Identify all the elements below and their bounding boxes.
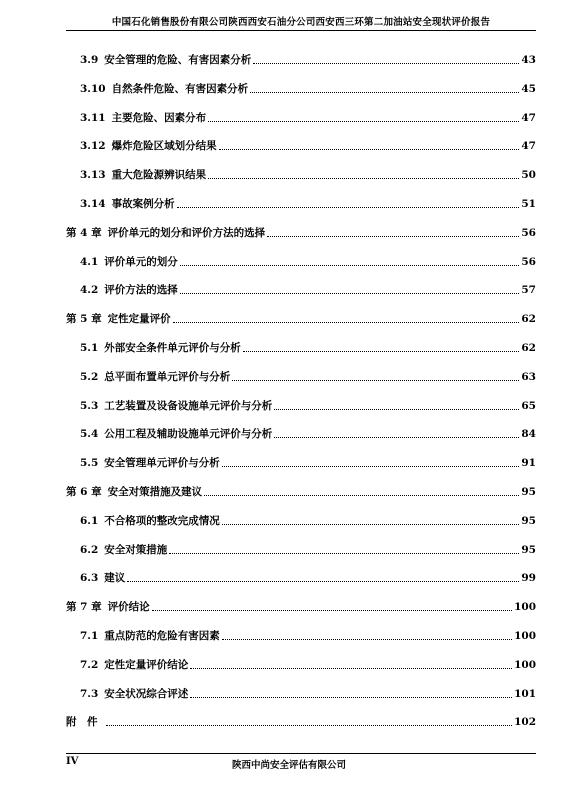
toc-entry-number: 3.12	[80, 140, 106, 153]
toc-entry-title: 公用工程及辅助设施单元评价与分析	[104, 428, 273, 441]
toc-dot-leader	[253, 63, 519, 64]
toc-entry-number: 4.2	[80, 284, 99, 297]
toc-entry-title: 建议	[104, 572, 126, 585]
toc-entry-number: 第 6 章	[66, 486, 102, 498]
toc-section-entry[interactable]	[66, 628, 536, 644]
toc-entry-title: 总平面布置单元评价与分析	[104, 370, 231, 383]
toc-entry-number: 第 5 章	[66, 313, 102, 326]
toc-dot-leader	[222, 524, 520, 525]
toc-dot-leader	[208, 121, 519, 122]
toc-section-entry[interactable]	[66, 455, 536, 471]
toc-entry-page: 62	[521, 313, 536, 326]
toc-entry-number: 3.11	[80, 111, 106, 124]
toc-entry-page: 95	[521, 514, 536, 527]
toc-section-entry[interactable]	[66, 81, 536, 97]
toc-entry-title: 主要危险、因素分布	[111, 111, 207, 124]
toc-entry-page: 57	[521, 284, 536, 297]
toc-entry-number: 5.2	[80, 370, 99, 383]
toc-entry-number: 第 7 章	[66, 601, 102, 614]
toc-entry-number: 5.1	[80, 342, 99, 354]
toc-section-entry[interactable]	[66, 426, 536, 442]
toc-entry-number: 附 件	[66, 716, 98, 729]
toc-section-entry[interactable]	[66, 282, 536, 298]
toc-dot-leader	[274, 437, 519, 438]
toc-entry-page: 63	[521, 370, 536, 383]
toc-dot-leader	[190, 668, 512, 669]
toc-entry-title: 评价方法的选择	[104, 284, 178, 297]
toc-entry-page: 101	[514, 687, 536, 700]
toc-entry-page: 100	[514, 601, 536, 614]
toc-entry-title: 事故案例分析	[111, 198, 175, 210]
toc-dot-leader	[127, 581, 519, 582]
footer-company-name: 陕西中尚安全评估有限公司	[231, 760, 346, 771]
toc-entry-number: 6.3	[80, 572, 99, 585]
toc-entry-page: 91	[521, 457, 536, 470]
toc-entry-page: 56	[521, 255, 536, 268]
toc-entry-page: 95	[521, 543, 536, 556]
toc-section-entry[interactable]	[66, 657, 536, 673]
toc-entry-title: 定性定量评价	[107, 313, 171, 326]
toc-section-entry[interactable]	[66, 167, 536, 183]
page-header-title: 中国石化销售股份有限公司陕西西安石油分公司西安西三环第二加油站安全现状评价报告	[111, 17, 491, 28]
toc-section-entry[interactable]	[66, 254, 536, 270]
toc-entry-page: 47	[521, 111, 536, 124]
toc-entry-page: 102	[514, 716, 536, 729]
toc-entry-number: 4.1	[80, 255, 99, 268]
toc-entry-number: 7.2	[80, 658, 99, 671]
toc-chapter-entry[interactable]	[66, 311, 536, 327]
toc-entry-title: 工艺装置及设备设施单元评价与分析	[104, 399, 273, 412]
toc-entry-page: 65	[521, 399, 536, 412]
toc-entry-title: 定性定量评价结论	[104, 658, 189, 671]
toc-entry-page: 45	[521, 82, 536, 95]
toc-entry-title: 评价单元的划分	[104, 255, 178, 268]
toc-entry-page: 100	[514, 658, 536, 671]
toc-entry-number: 5.3	[80, 399, 99, 412]
toc-section-entry[interactable]	[66, 513, 536, 529]
toc-section-entry[interactable]	[66, 398, 536, 414]
toc-entry-number: 3.13	[80, 169, 106, 182]
toc-dot-leader	[232, 380, 519, 381]
toc-section-entry[interactable]	[66, 542, 536, 558]
toc-chapter-entry[interactable]	[66, 714, 536, 730]
toc-entry-page: 100	[514, 630, 536, 642]
toc-section-entry[interactable]	[66, 110, 536, 126]
toc-entry-title: 安全管理单元评价与分析	[104, 457, 220, 470]
toc-entry-title: 安全状况综合评述	[104, 687, 189, 700]
toc-section-entry[interactable]	[66, 52, 536, 68]
toc-dot-leader	[177, 207, 520, 208]
toc-dot-leader	[173, 322, 520, 323]
toc-section-entry[interactable]	[66, 686, 536, 702]
toc-dot-leader	[222, 639, 512, 640]
toc-entry-title: 评价单元的划分和评价方法的选择	[107, 226, 266, 239]
toc-entry-page: 62	[521, 342, 536, 354]
toc-chapter-entry[interactable]	[66, 484, 536, 500]
toc-section-entry[interactable]	[66, 138, 536, 154]
toc-entry-title: 不合格项的整改完成情况	[104, 514, 220, 527]
toc-entry-number: 第 4 章	[66, 226, 102, 239]
toc-entry-number: 5.5	[80, 457, 99, 470]
toc-entry-title: 重点防范的危险有害因素	[104, 630, 220, 642]
toc-dot-leader	[267, 236, 519, 237]
toc-section-entry[interactable]	[66, 196, 536, 212]
toc-dot-leader	[190, 697, 512, 698]
toc-dot-leader	[243, 351, 520, 352]
toc-entry-number: 3.10	[80, 82, 106, 95]
toc-entry-title: 评价结论	[107, 601, 150, 614]
toc-entry-number: 3.9	[80, 54, 99, 66]
toc-entry-page: 51	[521, 198, 536, 210]
toc-dot-leader	[219, 149, 520, 150]
toc-entry-page: 84	[521, 428, 536, 441]
toc-entry-title: 安全对策措施	[104, 543, 168, 556]
footer-divider	[66, 753, 536, 754]
toc-entry-number: 6.2	[80, 543, 99, 556]
toc-dot-leader	[169, 553, 519, 554]
toc-entry-page: 99	[521, 572, 536, 585]
toc-dot-leader	[152, 610, 512, 611]
toc-entry-number: 7.3	[80, 687, 99, 700]
toc-entry-page: 95	[521, 486, 536, 498]
toc-section-entry[interactable]	[66, 340, 536, 356]
toc-entry-title: 爆炸危险区域划分结果	[111, 140, 217, 153]
toc-entry-title: 安全管理的危险、有害因素分析	[104, 54, 252, 66]
toc-chapter-entry[interactable]	[66, 225, 536, 241]
toc-dot-leader	[274, 409, 519, 410]
toc-dot-leader	[208, 178, 519, 179]
toc-entry-number: 3.14	[80, 198, 106, 210]
toc-entry-number: 5.4	[80, 428, 99, 441]
footer-page-number: IV	[66, 756, 79, 767]
toc-entry-title: 安全对策措施及建议	[107, 486, 203, 498]
toc-dot-leader	[180, 293, 520, 294]
toc-section-entry[interactable]	[66, 570, 536, 586]
toc-entry-title: 自然条件危险、有害因素分析	[111, 82, 249, 95]
toc-entry-page: 50	[521, 169, 536, 182]
toc-entry-page: 47	[521, 140, 536, 153]
toc-dot-leader	[106, 725, 513, 726]
toc-section-entry[interactable]	[66, 369, 536, 385]
toc-chapter-entry[interactable]	[66, 599, 536, 615]
toc-entry-number: 6.1	[80, 514, 99, 527]
toc-entry-page: 56	[521, 226, 536, 239]
toc-dot-leader	[180, 265, 520, 266]
toc-entry-number: 7.1	[80, 630, 99, 642]
toc-entry-title: 外部安全条件单元评价与分析	[104, 342, 241, 354]
toc-dot-leader	[204, 495, 519, 496]
toc-entry-page: 43	[521, 54, 536, 66]
toc-dot-leader	[222, 466, 520, 467]
toc-entry-title: 重大危险源辨识结果	[111, 169, 207, 182]
toc-dot-leader	[250, 92, 519, 93]
